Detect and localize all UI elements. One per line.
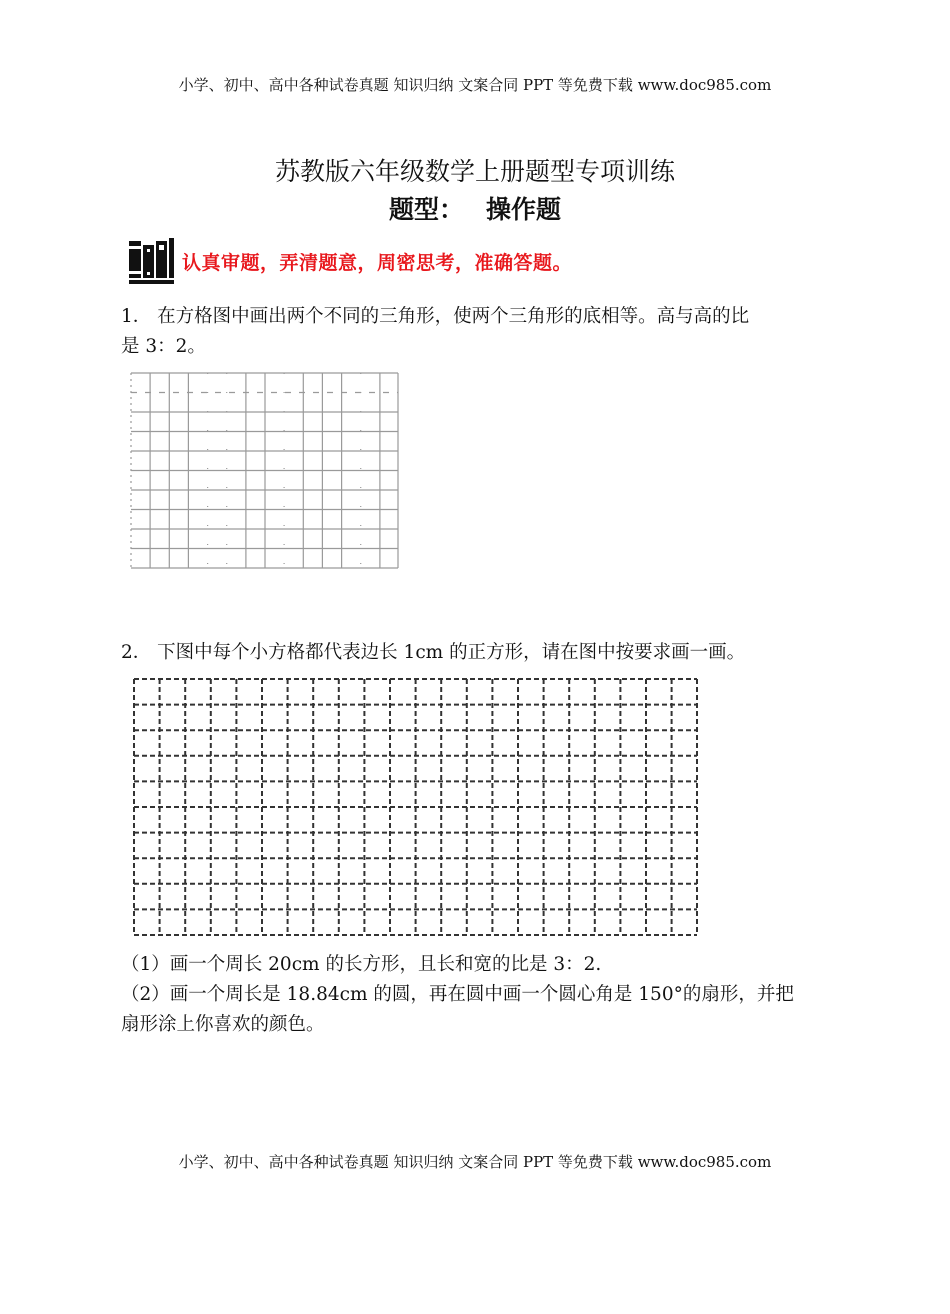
question-2-number: 2． [121,642,152,663]
document-title: 苏教版六年级数学上册题型专项训练 [274,157,675,186]
motto-row [126,237,572,285]
document-subtitle [0,190,950,226]
question-2 [121,638,745,668]
subtitle-label: 题型： [388,195,464,224]
question-1-line-2: 是 3：2。 [121,336,206,357]
question-2-line-1: 2． 下图中每个小方格都代表边长 1cm 的正方形，请在图中按要求画一画。 [121,642,746,663]
question-2-sub-item-2-cont: 扇形涂上你喜欢的颜色。 [121,1014,325,1035]
motto-text: 认真审题，弄清题意，周密思考，准确答题。 [182,251,573,274]
question-1-line-1: 1． 在方格图中画出两个不同的三角形，使两个三角形的底相等。高与高的比 [121,306,750,327]
question-2-sub-items [121,950,794,1040]
question-1-number: 1． [121,306,152,327]
question-2-sub-item-2: （2）画一个周长是 18.84cm 的圆，再在圆中画一个圆心角是 150°的扇形，并把 [121,984,794,1005]
footer-banner: 小学、初中、高中各种试卷真题 知识归纳 文案合同 PPT 等免费下载 www.doc985.com [178,1153,772,1171]
books-icon [126,238,176,284]
subtitle-value: 操作题 [486,195,562,224]
question-1 [121,302,749,362]
header-banner: 小学、初中、高中各种试卷真题 知识归纳 文案合同 PPT 等免费下载 www.doc985.com [178,76,772,94]
question-2-sub-item-1: （1）画一个周长 20cm 的长方形，且长和宽的比是 3：2. [121,954,602,975]
question-2-grid[interactable] [131,676,701,939]
question-1-grid[interactable] [128,370,403,572]
